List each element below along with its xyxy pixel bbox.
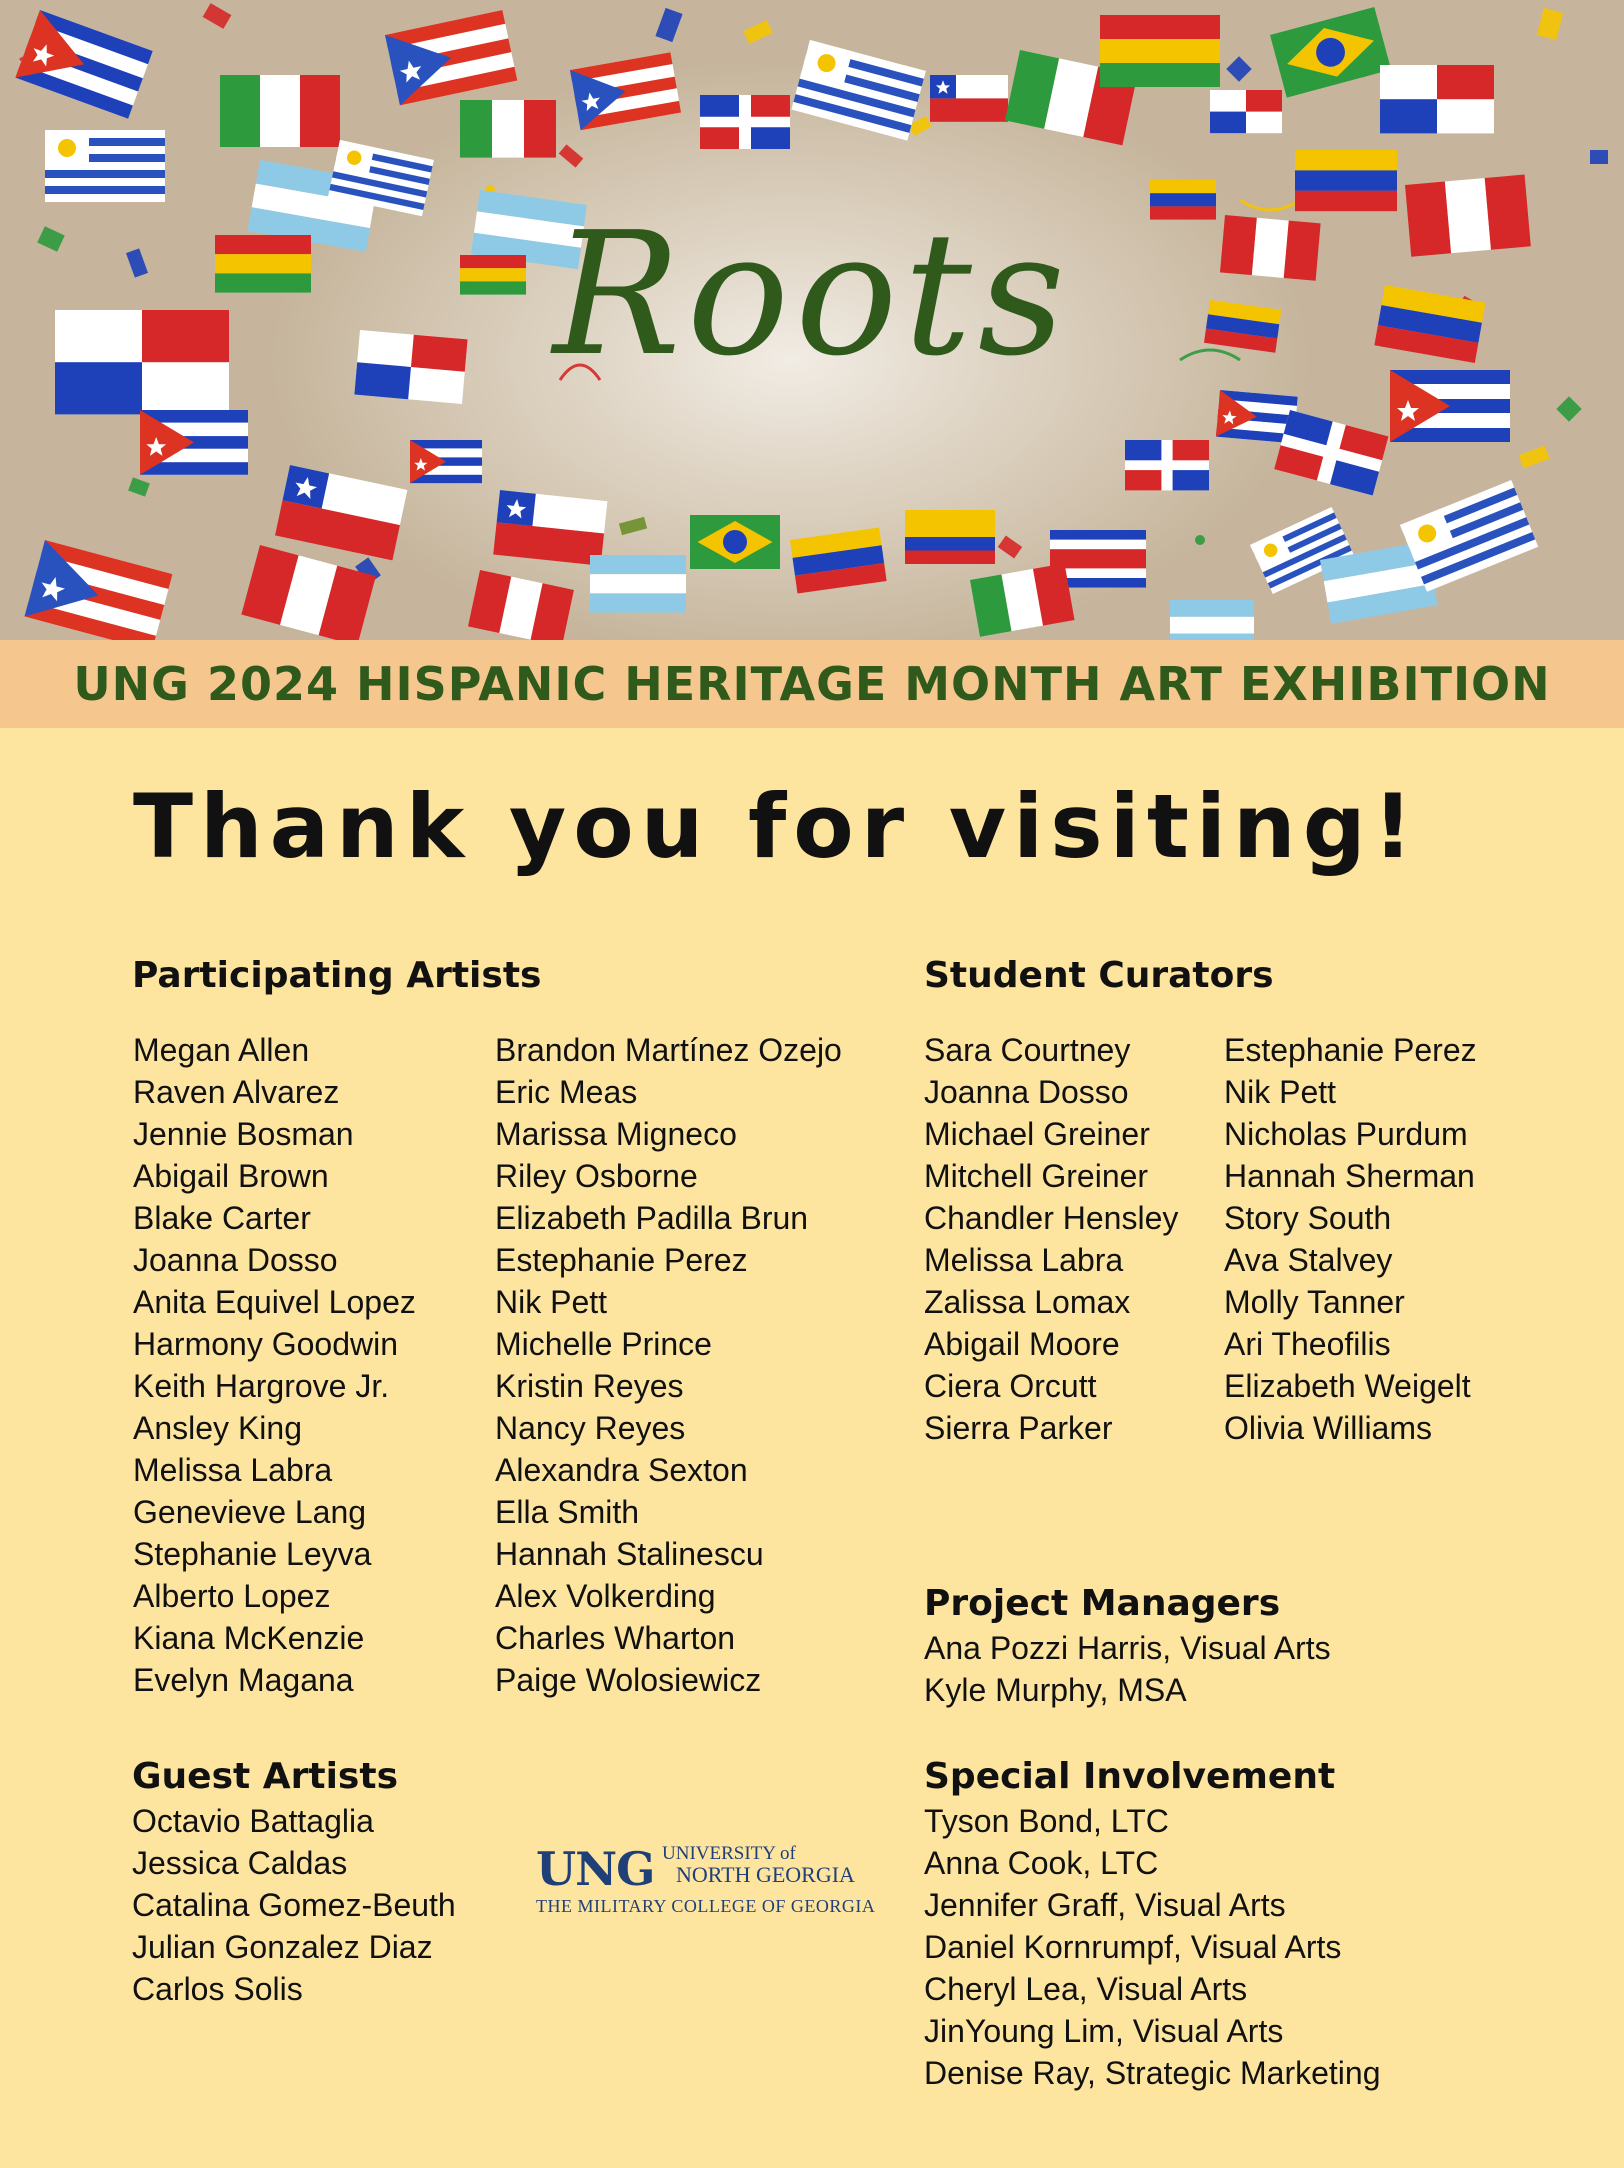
involvement-name: JinYoung Lim, Visual Arts	[924, 2013, 1284, 2049]
guest-artist-name: Catalina Gomez-Beuth	[132, 1887, 456, 1923]
curator-name: Story South	[1224, 1200, 1392, 1236]
header-banner	[0, 0, 1624, 640]
curator-name: Sara Courtney	[924, 1032, 1131, 1068]
artist-name: Hannah Stalinescu	[495, 1536, 764, 1572]
artist-name: Estephanie Perez	[495, 1242, 748, 1278]
curator-name: Estephanie Perez	[1224, 1032, 1477, 1068]
thank-you-heading: Thank you for visiting!	[133, 775, 1420, 878]
guest-artist-name: Julian Gonzalez Diaz	[132, 1929, 433, 1965]
artist-name: Ansley King	[133, 1410, 302, 1446]
ung-logo-tagline: THE MILITARY COLLEGE OF GEORGIA	[536, 1896, 876, 1916]
artist-name: Eric Meas	[495, 1074, 638, 1110]
curator-name: Olivia Williams	[1224, 1410, 1432, 1446]
participating-artists-list-1	[133, 1029, 416, 1701]
involvement-name: Jennifer Graff, Visual Arts	[924, 1887, 1286, 1923]
artist-name: Keith Hargrove Jr.	[133, 1368, 390, 1404]
artist-name: Melissa Labra	[133, 1452, 333, 1488]
artist-name: Nancy Reyes	[495, 1410, 686, 1446]
involvement-name: Anna Cook, LTC	[924, 1845, 1159, 1881]
project-manager-name: Kyle Murphy, MSA	[924, 1672, 1187, 1708]
project-managers-list	[924, 1627, 1331, 1711]
project-managers-heading: Project Managers	[924, 1583, 1281, 1624]
artist-name: Evelyn Magana	[133, 1662, 354, 1698]
artist-name: Ella Smith	[495, 1494, 640, 1530]
curator-name: Zalissa Lomax	[924, 1284, 1131, 1320]
ung-logo-line1: UNIVERSITY of	[662, 1843, 796, 1864]
involvement-name: Cheryl Lea, Visual Arts	[924, 1971, 1248, 2007]
artist-name: Kristin Reyes	[495, 1368, 684, 1404]
guest-artists-list	[132, 1800, 456, 2010]
artist-name: Raven Alvarez	[133, 1074, 340, 1110]
artist-name: Blake Carter	[133, 1200, 311, 1236]
artist-name: Harmony Goodwin	[133, 1326, 398, 1362]
artist-name: Alberto Lopez	[133, 1578, 331, 1614]
curator-name: Hannah Sherman	[1224, 1158, 1475, 1194]
artist-name: Kiana McKenzie	[133, 1620, 365, 1656]
guest-artist-name: Jessica Caldas	[132, 1845, 348, 1881]
artist-name: Alexandra Sexton	[495, 1452, 748, 1488]
ung-logo-line2: NORTH GEORGIA	[676, 1862, 855, 1887]
curator-name: Sierra Parker	[924, 1410, 1113, 1446]
involvement-name: Denise Ray, Strategic Marketing	[924, 2055, 1381, 2091]
artist-name: Riley Osborne	[495, 1158, 698, 1194]
student-curators-list-2	[1224, 1029, 1477, 1449]
curator-name: Chandler Hensley	[924, 1200, 1179, 1236]
exhibition-subtitle: UNG 2024 HISPANIC HERITAGE MONTH ART EXHIBITION	[73, 657, 1551, 711]
student-curators-list-1	[924, 1029, 1178, 1449]
artist-name: Michelle Prince	[495, 1326, 712, 1362]
exhibition-title: Roots	[552, 196, 1072, 394]
curator-name: Mitchell Greiner	[924, 1158, 1149, 1194]
artist-name: Marissa Migneco	[495, 1116, 737, 1152]
curator-name: Ava Stalvey	[1224, 1242, 1393, 1278]
special-involvement-list	[924, 1800, 1380, 2094]
curator-name: Ari Theofilis	[1224, 1326, 1391, 1362]
guest-artist-name: Carlos Solis	[132, 1971, 303, 2007]
artist-name: Anita Equivel Lopez	[133, 1284, 416, 1320]
artist-name: Stephanie Leyva	[133, 1536, 372, 1572]
curator-name: Joanna Dosso	[924, 1074, 1129, 1110]
project-manager-name: Ana Pozzi Harris, Visual Arts	[924, 1630, 1331, 1666]
artist-name: Nik Pett	[495, 1284, 608, 1320]
curator-name: Nicholas Purdum	[1224, 1116, 1468, 1152]
participating-artists-list-2	[495, 1029, 842, 1701]
guest-artists-heading: Guest Artists	[132, 1756, 398, 1797]
involvement-name: Tyson Bond, LTC	[924, 1803, 1169, 1839]
participating-artists-heading: Participating Artists	[132, 955, 542, 996]
artist-name: Charles Wharton	[495, 1620, 736, 1656]
ung-logo	[536, 1840, 876, 1920]
artist-name: Paige Wolosiewicz	[495, 1662, 762, 1698]
curator-name: Abigail Moore	[924, 1326, 1120, 1362]
artist-name: Alex Volkerding	[495, 1578, 716, 1614]
curator-name: Nik Pett	[1224, 1074, 1337, 1110]
special-involvement-heading: Special Involvement	[924, 1756, 1336, 1797]
involvement-name: Daniel Kornrumpf, Visual Arts	[924, 1929, 1342, 1965]
curator-name: Melissa Labra	[924, 1242, 1124, 1278]
curator-name: Michael Greiner	[924, 1116, 1150, 1152]
artist-name: Brandon Martínez Ozejo	[495, 1032, 842, 1068]
artist-name: Elizabeth Padilla Brun	[495, 1200, 809, 1236]
curator-name: Molly Tanner	[1224, 1284, 1405, 1320]
artist-name: Abigail Brown	[133, 1158, 329, 1194]
curator-name: Ciera Orcutt	[924, 1368, 1097, 1404]
artist-name: Jennie Bosman	[133, 1116, 354, 1152]
student-curators-heading: Student Curators	[924, 955, 1274, 996]
artist-name: Megan Allen	[133, 1032, 310, 1068]
subtitle-band	[0, 640, 1624, 728]
artist-name: Genevieve Lang	[133, 1494, 367, 1530]
artist-name: Joanna Dosso	[133, 1242, 338, 1278]
guest-artist-name: Octavio Battaglia	[132, 1803, 374, 1839]
curator-name: Elizabeth Weigelt	[1224, 1368, 1471, 1404]
ung-logo-mark: UNG	[536, 1842, 655, 1896]
